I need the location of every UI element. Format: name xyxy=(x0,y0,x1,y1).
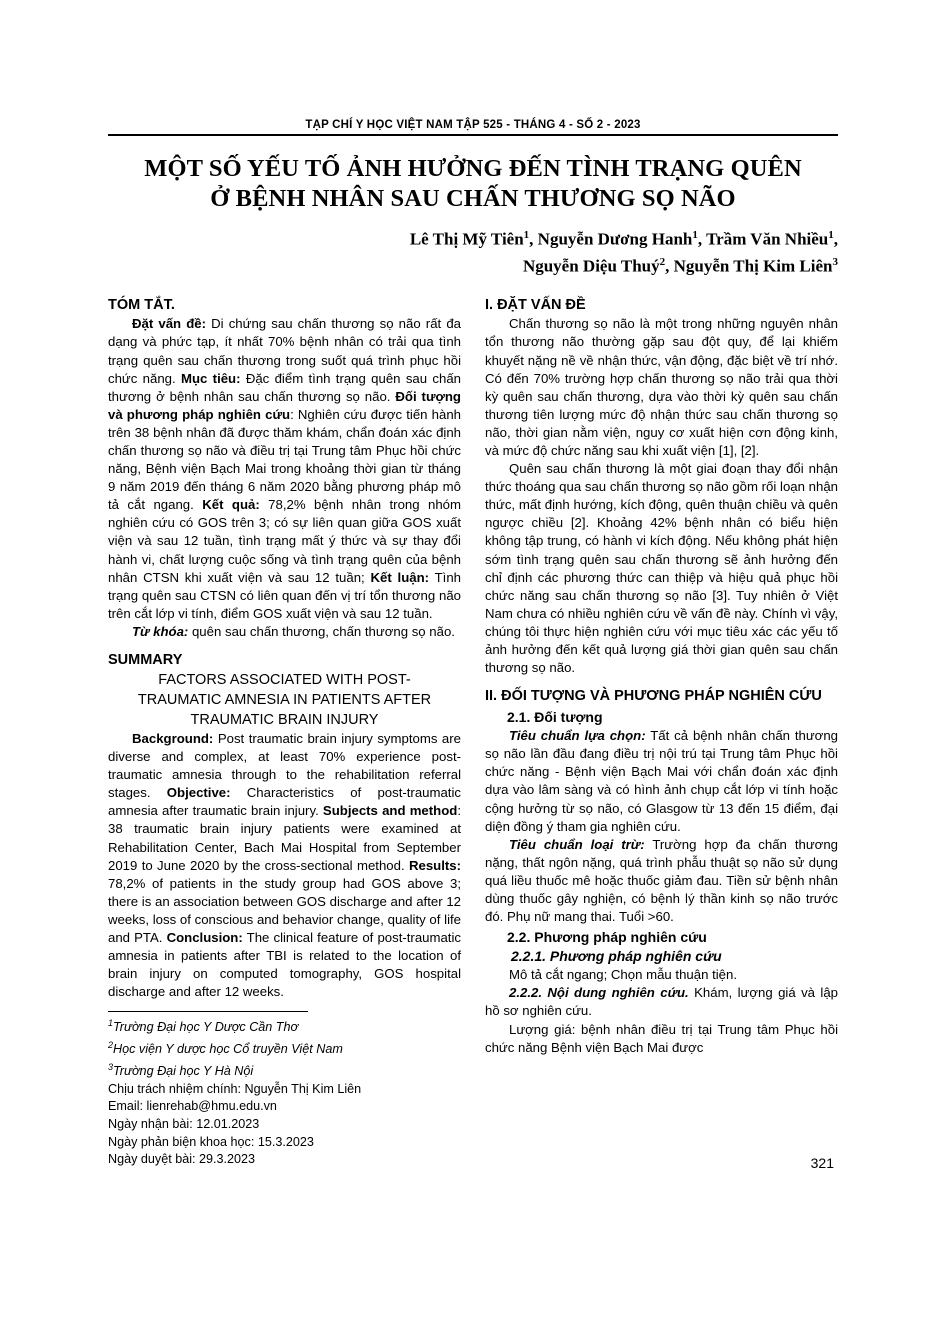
page-content xyxy=(108,118,838,1169)
two-column-body xyxy=(108,291,838,1168)
title-line-2: Ở BỆNH NHÂN SAU CHẤN THƯƠNG SỌ NÃO xyxy=(210,185,736,212)
text-noi-dung-nghien-cuu: Khám, lượng giá và lập hồ sơ nghiên cứu. xyxy=(485,985,838,1019)
header-rule xyxy=(108,134,838,136)
abstract-en-heading: SUMMARY xyxy=(108,652,183,668)
label-objective: Objective: xyxy=(166,785,231,801)
author-list xyxy=(108,224,838,277)
author-name: , Nguyễn Thị Kim Liên xyxy=(665,256,833,276)
label-background: Background: xyxy=(132,731,214,746)
section-2-1-heading: 2.1. Đối tượng xyxy=(507,709,603,726)
text-doi-tuong-pp: : Nghiên cứu được tiến hành trên 38 bệnh nhân đã được thăm khám, chẩn đoán xác định chấn thương sọ não và điều trị tại Trung tâm Phục hồi chức năng, Bệnh viện Bạch Mai trong khoảng thời gian từ tháng 9 năm 2019 đến tháng 6 năm 2020 bằng phương pháp mô tả cắt ngang. xyxy=(108,406,461,513)
author-affil-marker: 2 xyxy=(659,255,666,268)
left-column xyxy=(108,291,461,1168)
section-1-paragraph-2: Quên sau chấn thương là một giai đoạn thay đổi nhận thức thoáng qua sau chấn thương sọ não gồm rối loạn nhận thức, mất định hướng, kích động, quên thuận chiều và quên ngược chiều [2]. Khoảng 42% bệnh nhân có biểu hiện không tập trung, có hành vi kích động. Nếu không phát hiện sớm tình trạng quên sau chấn thương sẽ ảnh hưởng đến chỉ định các phương thức can thiệp và hiệu quả phục hồi chức năng sau chấn thương sọ não [3]. Tuy nhiên ở Việt Nam chưa có nhiều nghiên cứu về vấn đề này. Chính vì vậy, chúng tôi thực hiện nghiên cứu với mục tiêu xác các yếu tố ảnh hưởng đến kết quả lượng giá thời gian quên sau chấn thương sọ não. xyxy=(485,461,838,676)
spacer xyxy=(485,677,838,682)
label-muc-tieu: Mục tiêu: xyxy=(180,370,241,386)
author-affil-marker: 1 xyxy=(828,229,834,241)
right-column xyxy=(485,291,838,1056)
section-1-paragraph-1: Chấn thương sọ não là một trong những nguyên nhân tổn thương não thường gặp sau đột quy, để lại khiếm khuyết nặng nề về nhận thức, vận động, đặc biệt về trí nhớ. Có đến 70% trường hợp chấn thương sọ não trải qua thời kỳ quên sau chấn thương, dựa vào thời kỳ quên sau chấn thương tiên lượng mức độ nhận thức sau chấn thương sọ não, thời gian nằm viện, nguy cơ xuất hiện cơn động kinh, và mức độ chức năng sau khi xuất viện [1], [2]. xyxy=(485,316,838,458)
exclusion-criteria-paragraph xyxy=(485,836,838,926)
section-2-2-heading: 2.2. Phương pháp nghiên cứu xyxy=(507,929,707,946)
running-head: TẠP CHÍ Y HỌC VIỆT NAM TẬP 525 - THÁNG 4 - SỐ 2 - 2023 xyxy=(305,119,641,131)
author-name: , Nguyễn Dương Hanh xyxy=(529,229,693,249)
label-tieu-chuan-loai-tru: Tiêu chuẩn loại trừ: xyxy=(509,836,645,852)
author-affil-marker: 1 xyxy=(523,229,530,241)
affiliation-marker: 1 xyxy=(108,1018,114,1029)
author-affil-marker: 1 xyxy=(692,229,698,241)
date-accepted: Ngày duyệt bài: 29.3.2023 xyxy=(108,1152,256,1167)
label-ket-qua: Kết quả: xyxy=(202,497,260,513)
abstract-vi-heading: TÓM TẮT. xyxy=(108,297,175,314)
abstract-en-title-line-3: TRAUMATIC BRAIN INJURY xyxy=(190,712,379,728)
keywords-vi xyxy=(108,623,461,641)
text-tieu-chuan-lua-chon: Tất cả bệnh nhân chấn thương sọ não lần đầu đang điều trị nội trú tại Trung tâm Phục hồi chức năng - Bệnh viện Bạch Mai với chẩn đoán xác định dựa vào lâm sàng và có hình ảnh chụp cắt lớp vi tính hoặc cộng hưởng từ sọ não, có Glasgow từ 13 đến 15 điểm, đại diện đồng ý tham gia nghiên cứu. xyxy=(485,728,838,834)
label-results: Results: xyxy=(408,857,461,873)
text-objective: Characteristics of post-traumatic amnesia after traumatic brain injury. xyxy=(108,785,461,819)
author-line-1 xyxy=(108,224,838,251)
evaluation-paragraph: Lượng giá: bệnh nhân điều trị tại Trung tâm Phục hồi chức năng Bệnh viện Bạch Mai được xyxy=(485,1021,838,1055)
section-2-2-1-heading: 2.2.1. Phương pháp nghiên cứu xyxy=(511,948,722,965)
abstract-en-title-line-1: FACTORS ASSOCIATED WITH POST- xyxy=(158,672,411,688)
author-name: Lê Thị Mỹ Tiên xyxy=(409,229,524,249)
section-2-heading: II. ĐỐI TƯỢNG VÀ PHƯƠNG PHÁP NGHIÊN CỨU xyxy=(485,688,822,705)
text-ket-luan: Tình trạng quên sau CTSN có liên quan đến vị trí tổn thương não trên cắt lớp vi tính, điểm GOS xuất viện và sau 12 tuần. xyxy=(108,569,461,621)
abstract-en-paragraph xyxy=(108,730,461,1001)
affiliation-1 xyxy=(108,1015,461,1037)
text-background: Post traumatic brain injury symptoms are diverse and complex, at least 70% experience post-traumatic amnesia through to the rehabilitation referral stages. xyxy=(108,731,461,801)
page-title xyxy=(136,154,810,214)
abstract-vi-paragraph xyxy=(108,315,461,623)
text-ket-qua: 78,2% bệnh nhân trong nhóm nghiên cứu có GOS trên 3; có sự liên quan giữa GOS xuất viện và sau 12 tuần, tình trạng mất ý thức và sự thay đổi hành vi, chất lượng cuộc sống và tình trạng quên của bệnh nhân CTSN khi xuất viện và sau 12 tuần; xyxy=(108,497,461,585)
corresponding-author: Chịu trách nhiệm chính: Nguyễn Thị Kim Liên xyxy=(108,1081,362,1096)
text-conclusion: The clinical feature of post-traumatic amnesia in patients after TBI is related to the location of brain injury on computed tomography, GOS hospital discharge and after 12 weeks. xyxy=(108,930,461,1000)
date-received: Ngày nhận bài: 12.01.2023 xyxy=(108,1116,260,1131)
footnote-block xyxy=(108,1015,461,1168)
author-separator: , xyxy=(833,229,838,249)
author-name: Nguyễn Diệu Thuý xyxy=(522,256,660,276)
label-doi-tuong-pp: Đối tượng và phương pháp nghiên cứu xyxy=(108,388,461,422)
spacer xyxy=(108,641,461,646)
author-affil-marker: 3 xyxy=(832,255,838,268)
inclusion-criteria-paragraph xyxy=(485,727,838,836)
label-subjects-method: Subjects and method xyxy=(322,803,458,819)
label-noi-dung-nghien-cuu: 2.2.2. Nội dung nghiên cứu. xyxy=(509,985,689,1001)
section-2-2-1-text: Mô tả cắt ngang; Chọn mẫu thuận tiện. xyxy=(509,967,737,983)
text-results: 78,2% of patients in the study group had GOS above 3; there is an association between GOS discharge and after 12 weeks, loss of conscious and behavior change, quality of life and PTA. xyxy=(108,875,461,946)
date-reviewed: Ngày phản biện khoa học: 15.3.2023 xyxy=(108,1134,314,1149)
text-tieu-chuan-loai-tru: Trường hợp đa chấn thương nặng, thất ngôn nặng, quá trình phẫu thuật sọ não sử dụng quá liều thuốc mê hoặc thuốc giảm đau. Tiền sử bệnh nhân dùng thuốc gây nghiện, có bệnh lý thần kinh sọ não trước đó. Phụ nữ mang thai. Tuổi >60. xyxy=(485,836,838,925)
affiliation-marker: 2 xyxy=(108,1040,114,1051)
affiliation-text: Trường Đại học Y Hà Nội xyxy=(113,1064,254,1079)
text-dat-van-de: Di chứng sau chấn thương sọ não rất đa dạng và phức tạp, ít nhất 70% bệnh nhân có trải qua tình trạng quên sau chấn thương trong suốt quá trình phục hồi chức năng. xyxy=(108,316,461,386)
footnote-rule xyxy=(108,1011,308,1012)
section-2-2-2-paragraph xyxy=(485,984,838,1020)
label-tu-khoa: Từ khóa: xyxy=(132,623,189,639)
affiliation-2 xyxy=(108,1037,461,1059)
text-subjects-method: : 38 traumatic brain injury patients were examined at Rehabilitation Center, Bach Mai Hospital from September 2019 to June 2020 by the cross-sectional method. xyxy=(108,803,461,873)
corresponding-email: Email: lienrehab@hmu.edu.vn xyxy=(108,1099,277,1114)
label-ket-luan: Kết luận: xyxy=(370,569,430,585)
affiliation-text: Học viện Y dược học Cổ truyền Việt Nam xyxy=(113,1042,343,1057)
author-name: , Trầm Văn Nhiều xyxy=(697,229,829,249)
text-tu-khoa: quên sau chấn thương, chấn thương sọ não. xyxy=(188,623,455,639)
page-number: 321 xyxy=(810,1155,834,1171)
label-tieu-chuan-lua-chon: Tiêu chuẩn lựa chọn: xyxy=(509,728,646,744)
section-1-heading: I. ĐẶT VẤN ĐỀ xyxy=(485,297,586,314)
label-dat-van-de: Đặt vấn đề: xyxy=(132,316,207,332)
text-muc-tieu: Đặc điểm tình trạng quên sau chấn thương ở bệnh nhân sau chấn thương sọ não. xyxy=(108,370,461,404)
abstract-en-title-line-2: TRAUMATIC AMNESIA IN PATIENTS AFTER xyxy=(137,692,432,708)
affiliation-3 xyxy=(108,1059,461,1081)
author-line-2 xyxy=(108,251,838,278)
label-conclusion: Conclusion: xyxy=(166,930,243,946)
affiliation-marker: 3 xyxy=(108,1061,114,1072)
title-line-1: MỘT SỐ YẾU TỐ ẢNH HƯỞNG ĐẾN TÌNH TRẠNG QUÊN xyxy=(144,155,802,182)
affiliation-text: Trường Đại học Y Dược Cần Thơ xyxy=(113,1020,299,1035)
